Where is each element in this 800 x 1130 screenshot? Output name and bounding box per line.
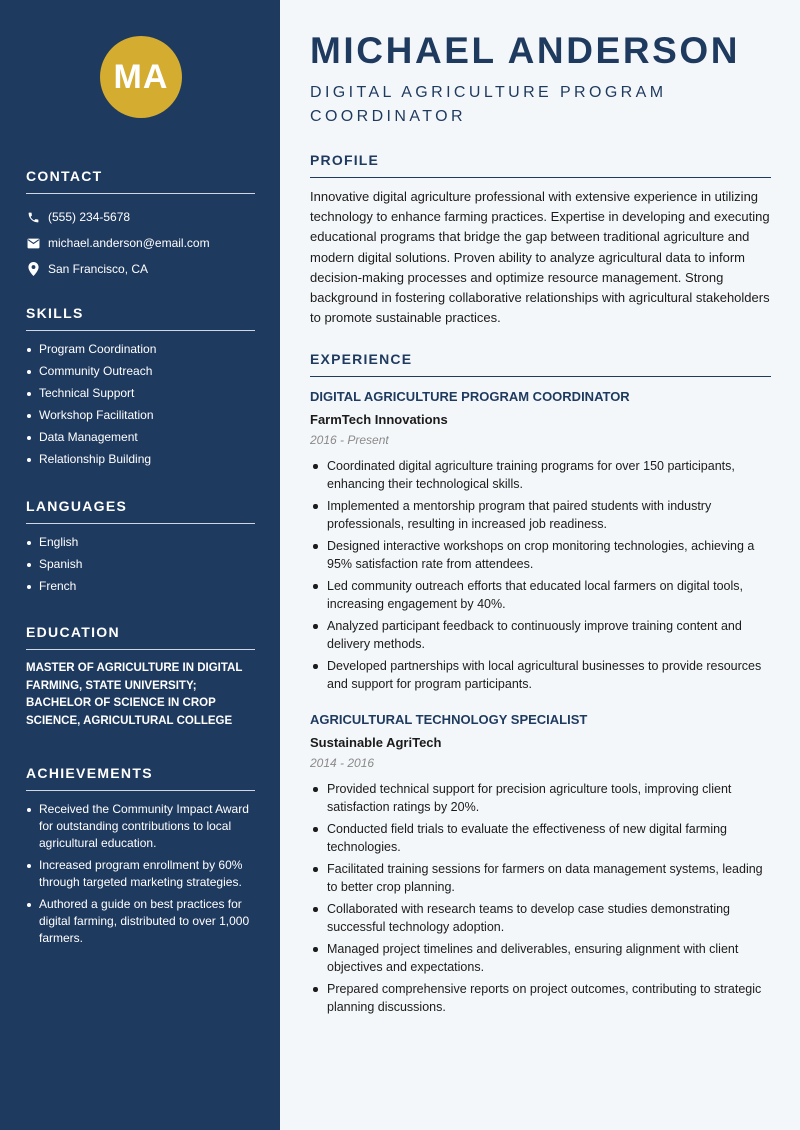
- education-section: [26, 624, 255, 730]
- languages-list: [26, 534, 255, 595]
- avatar: MA: [100, 36, 182, 118]
- job-entry: [310, 389, 771, 697]
- skill-item: Community Outreach: [26, 363, 255, 380]
- skills-section: [26, 305, 255, 473]
- job-title: DIGITAL AGRICULTURE PROGRAM COORDINATOR: [310, 389, 630, 404]
- job-company: Sustainable AgriTech: [310, 735, 442, 750]
- achievement-item: Increased program enrollment by 60% through targeted marketing strategies.: [26, 857, 255, 891]
- contact-section: [26, 168, 255, 282]
- job-bullet: Managed project timelines and deliverables, ensuring alignment with client objectives and expectations.: [310, 940, 771, 976]
- skill-item: Program Coordination: [26, 341, 255, 358]
- skills-list: [26, 341, 255, 468]
- language-item: Spanish: [26, 556, 255, 573]
- skills-heading: SKILLS: [26, 305, 255, 331]
- language-item: French: [26, 578, 255, 595]
- email-icon: [26, 236, 40, 250]
- skill-item: Relationship Building: [26, 451, 255, 468]
- contact-phone: [26, 204, 255, 230]
- education-text: MASTER OF AGRICULTURE IN DIGITAL FARMING, STATE UNIVERSITY; BACHELOR OF SCIENCE IN CROP SCIENCE, AGRICULTURAL COLLEGE: [26, 662, 243, 727]
- achievements-heading: ACHIEVEMENTS: [26, 765, 255, 791]
- candidate-title: DIGITAL AGRICULTURE PROGRAM COORDINATOR: [310, 84, 667, 125]
- experience-heading: EXPERIENCE: [310, 351, 771, 377]
- job-bullet: Led community outreach efforts that educated local farmers on digital tools, increasing engagement by 40%.: [310, 577, 771, 613]
- job-bullet: Implemented a mentorship program that paired students with industry professionals, resulting in increased job readiness.: [310, 497, 771, 533]
- job-bullet: Developed partnerships with local agricultural businesses to provide resources and support for program participants.: [310, 657, 771, 693]
- languages-section: [26, 498, 255, 600]
- job-bullet: Conducted field trials to evaluate the effectiveness of new digital farming technologies.: [310, 820, 771, 856]
- profile-text: Innovative digital agriculture professional with extensive experience in utilizing technology to enhance farming practices. Expertise in developing and executing educational programs that bridge the gap between traditional agriculture and modern digital solutions. Proven ability to analyze agricultural data to inform decision-making processes and optimize resource management. Strong background in fostering collaborative relationships with agricultural stakeholders to promote sustainable practices.: [310, 189, 770, 326]
- sidebar: [0, 0, 280, 1130]
- contact-location: [26, 256, 255, 282]
- email-text: michael.anderson@email.com: [48, 236, 210, 250]
- phone-text: (555) 234-5678: [48, 210, 131, 224]
- job-dates: 2014 - 2016: [310, 756, 375, 770]
- achievement-item: Received the Community Impact Award for outstanding contributions to local agricultural education.: [26, 801, 255, 852]
- job-bullet: Prepared comprehensive reports on project outcomes, contributing to strategic planning discussions.: [310, 980, 771, 1016]
- job-bullets: [310, 457, 771, 693]
- achievements-section: [26, 765, 255, 952]
- location-text: San Francisco, CA: [48, 262, 149, 276]
- languages-heading: LANGUAGES: [26, 498, 255, 524]
- achievements-list: [26, 801, 255, 947]
- job-bullet: Designed interactive workshops on crop monitoring technologies, achieving a 95% satisfaction rate from attendees.: [310, 537, 771, 573]
- skill-item: Technical Support: [26, 385, 255, 402]
- job-entry: [310, 712, 771, 1020]
- location-pin-icon: [26, 262, 40, 276]
- skill-item: Workshop Facilitation: [26, 407, 255, 424]
- education-heading: EDUCATION: [26, 624, 255, 650]
- candidate-name: MICHAEL ANDERSON: [310, 30, 741, 71]
- job-bullet: Coordinated digital agriculture training programs for over 150 participants, enhancing their technological skills.: [310, 457, 771, 493]
- skill-item: Data Management: [26, 429, 255, 446]
- profile-heading: PROFILE: [310, 152, 771, 178]
- phone-icon: [26, 210, 40, 224]
- job-dates: 2016 - Present: [310, 433, 389, 447]
- contact-email: [26, 230, 255, 256]
- contact-heading: CONTACT: [26, 168, 255, 194]
- job-bullets: [310, 780, 771, 1016]
- job-company: FarmTech Innovations: [310, 412, 448, 427]
- job-title: AGRICULTURAL TECHNOLOGY SPECIALIST: [310, 712, 588, 727]
- job-bullet: Analyzed participant feedback to continuously improve training content and delivery methods.: [310, 617, 771, 653]
- job-bullet: Collaborated with research teams to develop case studies demonstrating successful technology adoption.: [310, 900, 771, 936]
- language-item: English: [26, 534, 255, 551]
- job-bullet: Provided technical support for precision agriculture tools, improving client satisfaction ratings by 20%.: [310, 780, 771, 816]
- job-bullet: Facilitated training sessions for farmers on data management systems, leading to better crop planning.: [310, 860, 771, 896]
- achievement-item: Authored a guide on best practices for digital farming, distributed to over 1,000 farmers.: [26, 896, 255, 947]
